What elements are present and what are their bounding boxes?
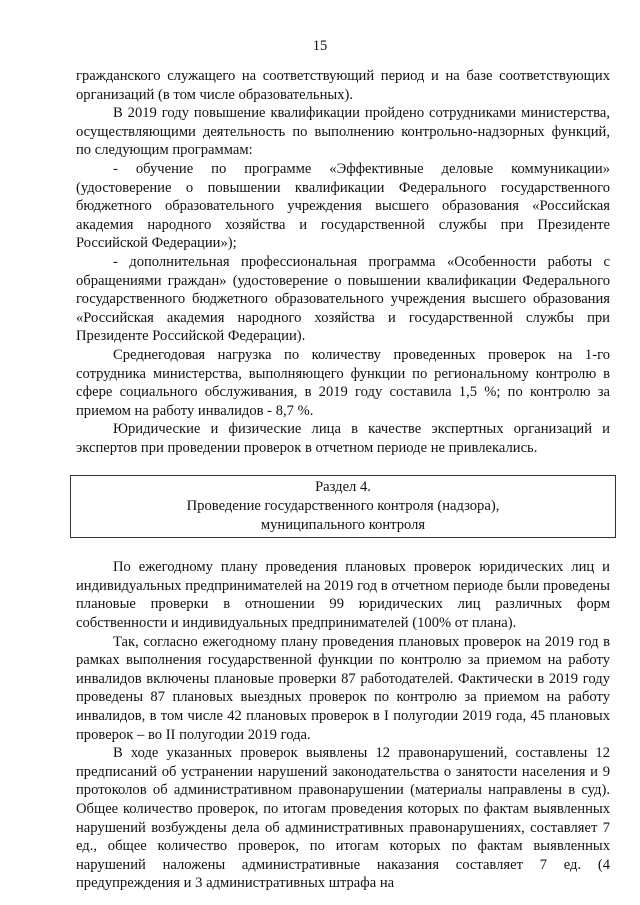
paragraph: В 2019 году повышение квалификации пройдено сотрудниками министерства, осуществляющими деятельность по выполнению контрольно-надзорных функций, по следующим программам:: [76, 105, 610, 159]
section-title-line: муниципального контроля: [260, 516, 426, 533]
paragraph: Среднегодовая нагрузка по количеству проведенных проверок на 1-го сотрудника министерства, выполняющего функции по региональному контролю в сфере социального обслуживания, в 2019 году составила 1,5 %; по контролю за приемом на работу инвалидов - 8,7 %.: [76, 346, 610, 419]
paragraph: гражданского служащего на соответствующий период и на базе соответствующих организаций (в том числе образовательных).: [76, 68, 610, 103]
paragraph: Так, согласно ежегодному плану проведения плановых проверок на 2019 год в рамках выполнения государственной функции по контролю за приемом на работу инвалидов включены плановые проверки 87 работодателей. Фактически в 2019 году проведены 87 плановых выездных проверок по контролю за приемом на работу инвалидов, в том числе 42 плановых проверок в I полугодии 2019 года, 45 плановых проверок – во II полугодии 2019 года.: [76, 633, 610, 743]
paragraph: - дополнительная профессиональная программа «Особенности работы с обращениями граждан» (удостоверение о повышении квалификации Федерального государственного бюджетного образовательного учреждения высшего образования «Российская академия народного хозяйства и государственной службы при Президенте Российской Федерации).: [76, 253, 610, 345]
paragraph: Юридические и физические лица в качестве экспертных организаций и экспертов при проведении проверок в отчетном периоде не привлекались.: [76, 421, 610, 456]
section-number: Раздел 4.: [315, 479, 371, 496]
paragraph: - обучение по программе «Эффективные деловые коммуникации» (удостоверение о повышении квалификации Федерального государственного бюджетного образовательного учреждения высшего образования «Российская академия народного хозяйства и государственной службы при Президенте Российской Федерации»);: [76, 160, 610, 252]
page-number: 15: [312, 38, 328, 54]
paragraph: По ежегодному плану проведения плановых проверок юридических лиц и индивидуальных предпринимателей на 2019 год в отчетном периоде были проведены плановые проверки в отношении 99 юридических лиц различных форм собственности и индивидуальных предпринимателей (100% от плана).: [76, 559, 610, 632]
document-body: [76, 67, 610, 893]
section-heading-box: [70, 475, 616, 538]
paragraph: В ходе указанных проверок выявлены 12 правонарушений, составлены 12 предписаний об устранении нарушений законодательства о занятости населения и 9 протоколов об административном правонарушении (материалы направлены в суд). Общее количество проверок, по итогам проведения которых по фактам выявленных нарушений возбуждены дела об административных правонарушениях, составляет 7 ед., общее количество проверок, по итогам которых по фактам выявленных нарушений наложены административные наказания составляет 7 ед. (4 предупреждения и 3 административных штрафа на: [76, 745, 610, 892]
section-title-line: Проведение государственного контроля (надзора),: [186, 498, 500, 515]
